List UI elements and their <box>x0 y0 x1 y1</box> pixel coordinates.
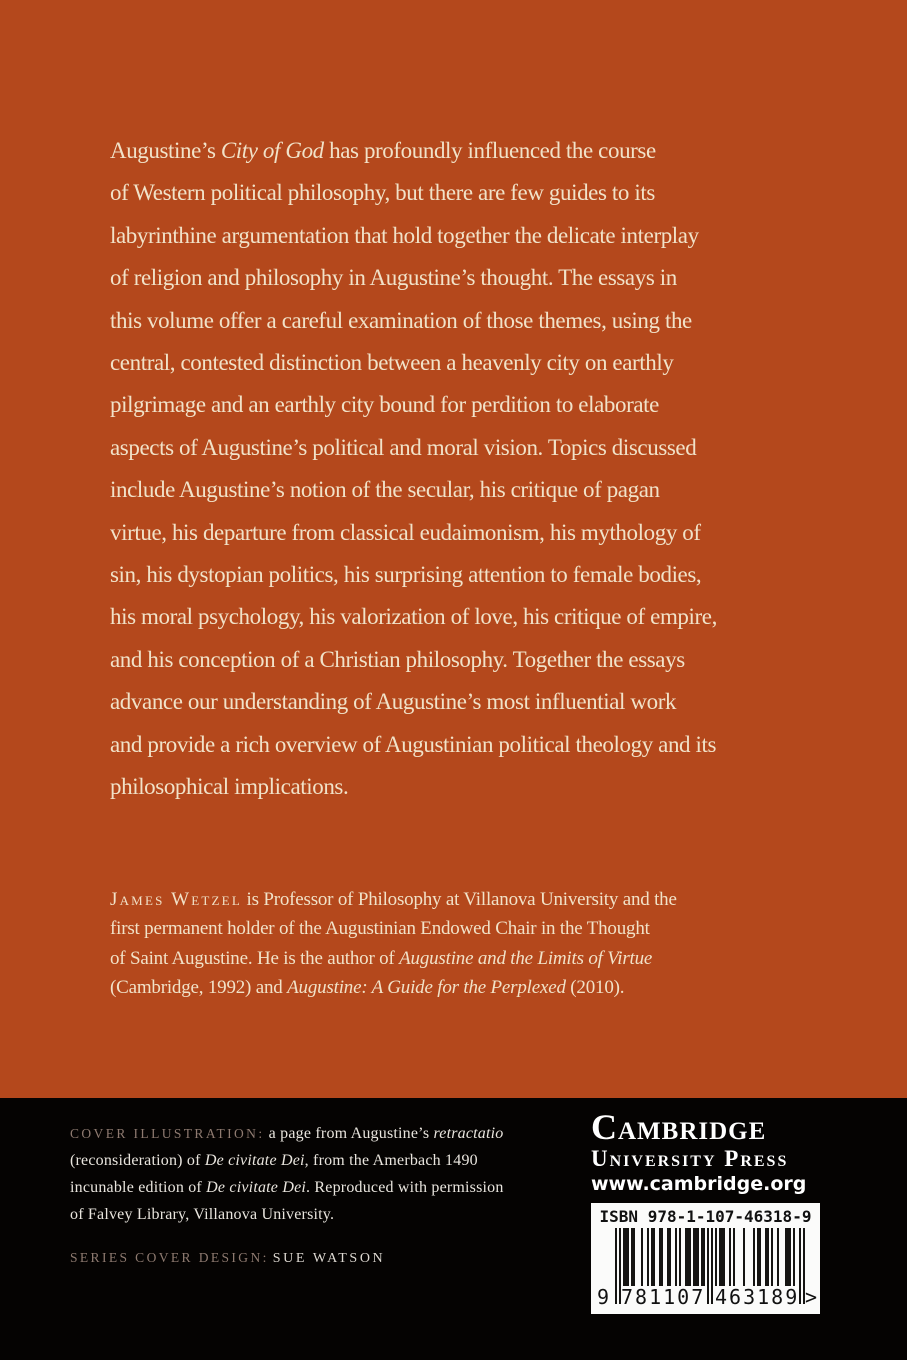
text-segment: Augustine’s <box>110 138 221 163</box>
text-segment: (reconsideration) of <box>70 1152 205 1169</box>
barcode-digits <box>591 1286 820 1308</box>
text-segment: incunable edition of <box>70 1179 207 1196</box>
label-text: SERIES COVER DESIGN: <box>70 1250 269 1265</box>
cover-illustration-credit <box>70 1120 504 1228</box>
text-line <box>110 681 907 723</box>
text-segment: . Reproduced with permission <box>306 1179 504 1196</box>
text-segment: (2010). <box>565 977 625 999</box>
text-line <box>70 1147 504 1174</box>
text-line <box>110 914 907 944</box>
text-line <box>110 172 907 214</box>
text-segment: City of God <box>220 138 324 163</box>
text-line <box>110 512 907 554</box>
text-segment: and provide a rich overview of Augustinian political theology and its <box>110 731 717 757</box>
text-line <box>110 130 907 172</box>
text-segment: is Professor of Philosophy at Villanova University and the <box>241 888 677 910</box>
text-line <box>110 469 907 511</box>
text-segment: virtue, his departure from classical eudaimonism, his mythology of <box>110 519 701 545</box>
text-line <box>110 639 907 681</box>
text-segment: pilgrimage and an earthly city bound for perdition to elaborate <box>110 392 659 418</box>
text-segment: Augustine and the Limits of Virtue <box>399 947 653 969</box>
text-segment: first permanent holder of the Augustinian Endowed Chair in the Thought <box>110 918 650 940</box>
text-line <box>70 1174 504 1201</box>
barcode-digit-group: 9 <box>597 1285 612 1310</box>
text-segment: , from the Amerbach 1490 <box>304 1152 478 1169</box>
text-segment: aspects of Augustine’s political and moral vision. Topics discussed <box>110 434 697 460</box>
text-line <box>110 766 907 808</box>
text-segment: labyrinthine argumentation that hold together the delicate interplay <box>110 222 699 248</box>
text-segment: De civitate Dei <box>206 1179 307 1196</box>
text-line <box>70 1201 504 1228</box>
credits-column <box>70 1120 504 1272</box>
credit-text: SUE WATSON <box>272 1251 386 1266</box>
publisher-column <box>591 1107 822 1314</box>
text-segment: his moral psychology, his valorization of love, his critique of empire, <box>110 604 717 630</box>
text-segment: of Falvey Library, Villanova University. <box>70 1206 335 1223</box>
text-segment: of Western political philosophy, but there are few guides to its <box>110 180 655 206</box>
text-segment: of Saint Augustine. He is the author of <box>110 947 400 969</box>
text-segment: (Cambridge, 1992) and <box>110 977 288 999</box>
text-segment: of religion and philosophy in Augustine’s thought. The essays in <box>110 265 677 291</box>
text-line <box>110 215 907 257</box>
barcode-digit-group: 463189 <box>715 1285 800 1310</box>
text-segment: De civitate Dei <box>204 1152 305 1169</box>
text-line <box>110 885 907 915</box>
isbn-label: ISBN 978-1-107-46318-9 <box>599 1207 812 1227</box>
text-line <box>110 384 907 426</box>
text-line <box>110 724 907 766</box>
text-segment: has profoundly influenced the course <box>323 138 656 163</box>
publisher-website: www.cambridge.org <box>591 1173 807 1196</box>
text-line <box>70 1244 504 1272</box>
text-segment: central, contested distinction between a heavenly city on earthly <box>110 350 674 376</box>
text-line <box>110 427 907 469</box>
footer-band <box>0 1098 907 1360</box>
text-segment: philosophical implications. <box>110 774 349 800</box>
text-segment: a page from Augustine’s <box>264 1125 434 1142</box>
series-design-credit <box>70 1244 504 1272</box>
text-line <box>70 1120 504 1147</box>
text-line <box>110 300 907 342</box>
label-text: COVER ILLUSTRATION: <box>70 1126 265 1141</box>
cambridge-wordmark: Cambridge <box>591 1107 767 1147</box>
text-line <box>110 257 907 299</box>
text-segment: advance our understanding of Augustine’s most influential work <box>110 689 677 715</box>
text-segment: Augustine: A Guide for the Perplexed <box>287 977 566 999</box>
barcode-bars <box>615 1228 820 1286</box>
text-line <box>110 554 907 596</box>
barcode-digit-group: 781107 <box>621 1285 706 1310</box>
name-text: James Wetzel <box>110 888 242 910</box>
university-press-wordmark: University Press <box>591 1146 789 1172</box>
text-segment: sin, his dystopian politics, his surprising attention to female bodies, <box>110 562 702 588</box>
text-line <box>110 973 907 1003</box>
text-segment: include Augustine’s notion of the secular, his critique of pagan <box>110 477 660 503</box>
text-line <box>110 596 907 638</box>
author-bio <box>0 885 907 1003</box>
text-line <box>110 944 907 974</box>
text-line <box>110 342 907 384</box>
text-segment: retractatio <box>433 1125 504 1142</box>
text-segment: this volume offer a careful examination of those themes, using the <box>110 307 692 333</box>
text-segment: and his conception of a Christian philosophy. Together the essays <box>110 646 685 672</box>
barcode-digit-group: > <box>805 1285 820 1310</box>
isbn-barcode <box>591 1203 820 1314</box>
